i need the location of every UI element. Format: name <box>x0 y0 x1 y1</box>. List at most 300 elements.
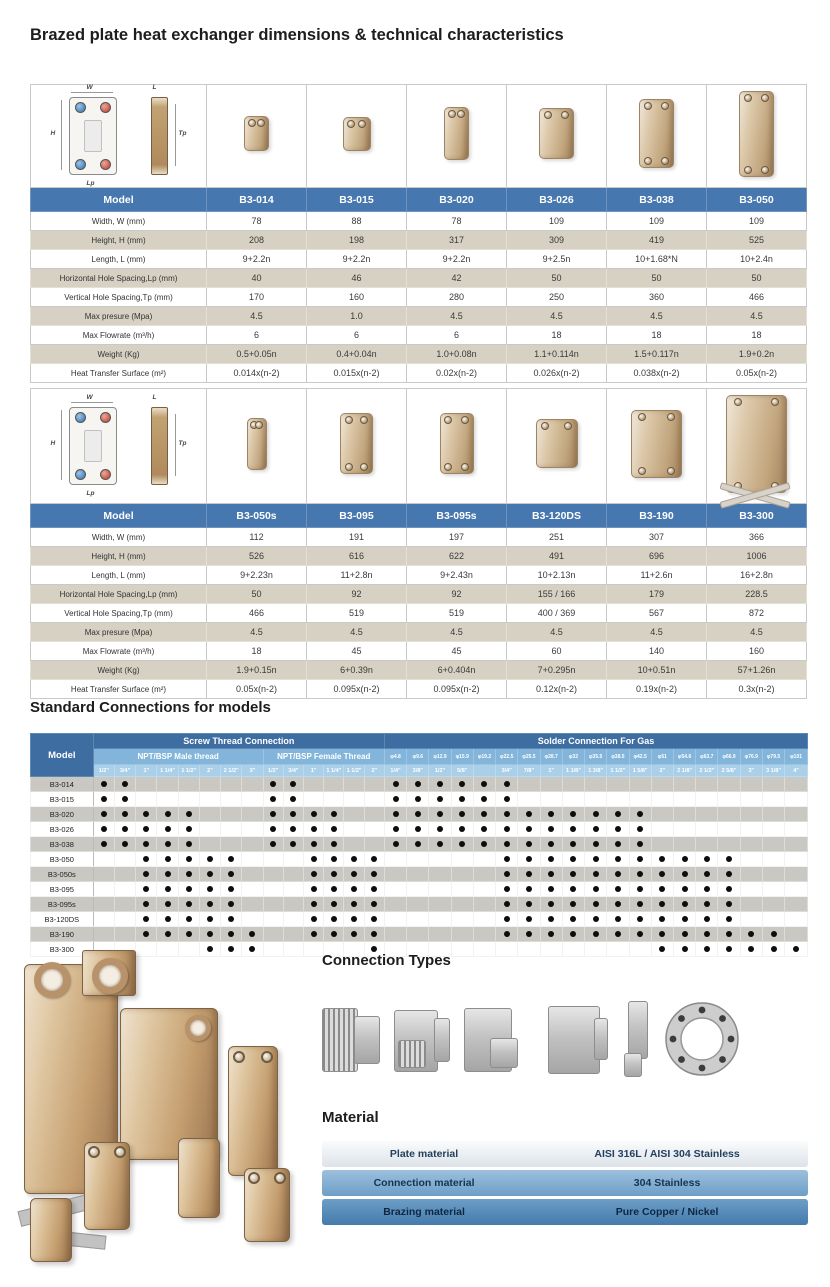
spec-value-cell: 0.5+0.05n <box>207 345 307 364</box>
spec-data-row <box>31 642 807 661</box>
spec-value-cell: 1.5+0.117n <box>607 345 707 364</box>
port-icon <box>761 166 769 174</box>
solder-cell <box>451 807 473 822</box>
connection-dot <box>548 841 554 847</box>
spec-row-label: Length, L (mm) <box>31 566 207 585</box>
spec-value-cell: 57+1.26n <box>707 661 807 680</box>
male-cell <box>114 912 135 927</box>
solder-cell <box>607 912 629 927</box>
product-image-cell <box>207 85 307 188</box>
dimension-label-lp: Lp <box>86 490 95 497</box>
male-cell <box>242 927 263 942</box>
connector-cap <box>434 1018 450 1062</box>
solder-cell <box>429 837 451 852</box>
connection-dot <box>526 871 532 877</box>
connection-dot <box>249 931 255 937</box>
spec-value-cell: 0.05x(n-2) <box>707 364 807 383</box>
female-size-header: 3/4" <box>283 765 303 777</box>
female-size-header: 1" <box>304 765 324 777</box>
solder-socket-large-icon <box>548 1004 610 1074</box>
connection-dot <box>615 871 621 877</box>
connection-dot <box>101 826 107 832</box>
solder-cell <box>785 867 808 882</box>
solder-cell <box>740 867 762 882</box>
connection-dot <box>526 856 532 862</box>
spec-data-row <box>31 547 807 566</box>
connection-dot <box>726 871 732 877</box>
port-icon <box>255 421 263 429</box>
female-cell <box>263 852 283 867</box>
solder-cell <box>562 882 584 897</box>
male-cell <box>114 822 135 837</box>
connection-dot <box>481 826 487 832</box>
spec-value-cell: 307 <box>607 528 707 547</box>
page-title: Brazed plate heat exchanger dimensions & technical characteristics <box>30 26 564 44</box>
female-cell <box>364 882 384 897</box>
connection-dot <box>351 886 357 892</box>
connection-dot <box>548 826 554 832</box>
connection-dot <box>393 796 399 802</box>
product-image-cell <box>707 389 807 504</box>
connection-dot <box>459 841 465 847</box>
solder-cell <box>651 867 673 882</box>
spec-data-row <box>31 307 807 326</box>
connection-model-label: B3-026 <box>31 822 94 837</box>
solder-cell <box>629 867 651 882</box>
connection-dot <box>371 931 377 937</box>
solder-cell <box>696 897 718 912</box>
model-column-header: Model <box>31 188 207 212</box>
male-cell <box>136 852 157 867</box>
connection-dot <box>351 856 357 862</box>
product-photo-b3-015 <box>343 117 371 151</box>
solder-cell <box>429 822 451 837</box>
female-cell <box>324 792 344 807</box>
solder-size-header: 3" <box>740 765 762 777</box>
solder-cell <box>407 882 429 897</box>
solder-cell <box>740 822 762 837</box>
spec-value-cell: 6+0.404n <box>407 661 507 680</box>
connection-dot <box>459 781 465 787</box>
female-cell <box>304 882 324 897</box>
connection-dot <box>143 901 149 907</box>
solder-cell <box>540 912 562 927</box>
port-icon <box>360 463 368 471</box>
solder-diameter-header: φ63.7 <box>696 749 718 765</box>
solder-cell <box>740 927 762 942</box>
solder-size-header: 3/8" <box>407 765 429 777</box>
female-thread-header: NPT/BSP Female Thread <box>263 749 384 765</box>
solder-cell <box>629 897 651 912</box>
solder-cell <box>673 912 695 927</box>
solder-diameter-header: φ22.5 <box>496 749 518 765</box>
spec-value-cell: 109 <box>707 212 807 231</box>
port-icon <box>744 166 752 174</box>
male-cell <box>93 792 114 807</box>
spec-value-cell: 208 <box>207 231 307 250</box>
model-name-header: B3-020 <box>407 188 507 212</box>
male-cell <box>242 867 263 882</box>
spec-value-cell: 280 <box>407 288 507 307</box>
connection-model-label: B3-095 <box>31 882 94 897</box>
connection-dot <box>682 871 688 877</box>
connection-row <box>31 777 808 792</box>
solder-cell <box>696 927 718 942</box>
model-column-header: Model <box>31 734 94 777</box>
solder-cell <box>785 927 808 942</box>
spec-value-cell: 0.4+0.04n <box>307 345 407 364</box>
solder-cell <box>629 822 651 837</box>
spec-data-row <box>31 269 807 288</box>
connection-dot <box>481 781 487 787</box>
solder-cell <box>518 807 540 822</box>
connection-dot <box>290 826 296 832</box>
spec-value-cell: 1.0+0.08n <box>407 345 507 364</box>
solder-cell <box>651 807 673 822</box>
port-icon <box>667 467 675 475</box>
spec-value-cell: 4.5 <box>407 307 507 326</box>
product-photo-b3-020 <box>444 107 469 160</box>
connection-row <box>31 867 808 882</box>
male-size-header: 3" <box>242 765 263 777</box>
port-icon <box>667 413 675 421</box>
female-cell <box>344 867 364 882</box>
solder-cell <box>762 912 784 927</box>
solder-cell <box>407 792 429 807</box>
port-icon <box>347 120 355 128</box>
connection-dot <box>481 811 487 817</box>
solder-cell <box>540 927 562 942</box>
male-cell <box>136 822 157 837</box>
connection-dot <box>504 781 510 787</box>
solder-diameter-header: φ51 <box>651 749 673 765</box>
connection-dot <box>228 871 234 877</box>
model-name-header: B3-300 <box>707 504 807 528</box>
connection-dot <box>311 841 317 847</box>
male-size-header: 1 1/2" <box>178 765 199 777</box>
male-cell <box>136 792 157 807</box>
spec-value-cell: 11+2.8n <box>307 566 407 585</box>
spec-table-2 <box>30 388 807 699</box>
spec-value-cell: 10+2.4n <box>707 250 807 269</box>
male-cell <box>242 807 263 822</box>
solder-size-header: 1/2" <box>429 765 451 777</box>
connection-dot <box>504 856 510 862</box>
female-cell <box>364 792 384 807</box>
connector-body <box>354 1016 380 1064</box>
solder-cell <box>629 837 651 852</box>
solder-cell <box>762 852 784 867</box>
male-size-header: 2 1/2" <box>221 765 242 777</box>
solder-cell <box>673 852 695 867</box>
male-cell <box>199 837 220 852</box>
solder-cell <box>473 837 495 852</box>
solder-diameter-header: φ35.5 <box>585 749 607 765</box>
connector-step <box>490 1038 518 1068</box>
connection-dot <box>415 826 421 832</box>
connection-dot <box>186 916 192 922</box>
connection-dot <box>290 796 296 802</box>
female-cell <box>344 852 364 867</box>
connection-dot <box>593 826 599 832</box>
solder-cell <box>518 777 540 792</box>
male-cell <box>93 822 114 837</box>
connection-dot <box>393 781 399 787</box>
female-cell <box>304 807 324 822</box>
solder-cell <box>607 837 629 852</box>
male-cell <box>136 867 157 882</box>
male-cell <box>136 927 157 942</box>
port-icon <box>564 422 572 430</box>
connection-dot <box>704 886 710 892</box>
male-cell <box>242 897 263 912</box>
connection-row <box>31 897 808 912</box>
connection-dot <box>526 841 532 847</box>
solder-cell <box>407 912 429 927</box>
solder-cell <box>518 822 540 837</box>
solder-cell <box>740 882 762 897</box>
connection-dot <box>415 841 421 847</box>
connection-dot <box>682 886 688 892</box>
connection-row <box>31 882 808 897</box>
connection-dot <box>704 916 710 922</box>
spec-value-cell: 4.5 <box>707 623 807 642</box>
connection-row <box>31 912 808 927</box>
connection-dot <box>637 811 643 817</box>
connection-dot <box>290 841 296 847</box>
dimension-label-l: L <box>152 84 157 91</box>
connection-dot <box>331 886 337 892</box>
spec-value-cell: 92 <box>407 585 507 604</box>
connection-dot <box>165 916 171 922</box>
male-cell <box>114 837 135 852</box>
female-cell <box>344 912 364 927</box>
connection-dot <box>311 901 317 907</box>
male-cell <box>114 792 135 807</box>
female-cell <box>364 867 384 882</box>
solder-cell <box>473 927 495 942</box>
solder-cell <box>651 912 673 927</box>
connection-dot <box>331 931 337 937</box>
male-cell <box>93 867 114 882</box>
solder-cell <box>785 837 808 852</box>
spec-value-cell: 45 <box>307 642 407 661</box>
solder-cell <box>673 927 695 942</box>
port-icon <box>444 463 452 471</box>
connection-dot <box>165 901 171 907</box>
model-name-header: B3-015 <box>307 188 407 212</box>
solder-cell <box>429 807 451 822</box>
male-size-header: 1" <box>136 765 157 777</box>
material-label: Brazing material <box>322 1199 526 1225</box>
spec-value-cell: 6 <box>207 326 307 345</box>
connection-dot <box>101 796 107 802</box>
connection-dot <box>481 796 487 802</box>
male-cell <box>114 897 135 912</box>
material-value: AISI 316L / AISI 304 Stainless <box>526 1141 808 1167</box>
product-image-cell <box>307 389 407 504</box>
solder-size-header: 2 1/2" <box>696 765 718 777</box>
right-column <box>322 952 808 1228</box>
material-value: 304 Stainless <box>526 1170 808 1196</box>
connection-dot <box>570 931 576 937</box>
female-cell <box>344 927 364 942</box>
solder-cell <box>562 852 584 867</box>
port-icon <box>248 119 256 127</box>
w-dimension-line <box>71 402 113 403</box>
spec-data-row <box>31 288 807 307</box>
solder-cell <box>585 912 607 927</box>
female-cell <box>283 837 303 852</box>
solder-cell <box>696 882 718 897</box>
solder-cell <box>740 792 762 807</box>
diagram-cell <box>31 389 207 504</box>
solder-cell <box>384 897 406 912</box>
connection-dot <box>726 916 732 922</box>
connection-dot <box>122 781 128 787</box>
material-row <box>322 1141 808 1167</box>
connection-dot <box>771 931 777 937</box>
female-cell <box>283 822 303 837</box>
connection-dot <box>290 781 296 787</box>
connection-dot <box>459 826 465 832</box>
port-icon <box>448 110 456 118</box>
dimension-label-h: H <box>50 130 56 137</box>
solder-cell <box>696 837 718 852</box>
port-icon <box>248 1172 260 1184</box>
connection-dot <box>593 841 599 847</box>
connection-dot <box>726 886 732 892</box>
connection-dot <box>548 901 554 907</box>
connection-dot <box>311 886 317 892</box>
port-icon <box>638 413 646 421</box>
male-cell <box>242 777 263 792</box>
solder-cell <box>473 897 495 912</box>
material-row <box>322 1170 808 1196</box>
connection-type-icons <box>322 991 808 1087</box>
spec-value-cell: 170 <box>207 288 307 307</box>
solder-cell <box>762 927 784 942</box>
spec-value-cell: 1.0 <box>307 307 407 326</box>
connection-dot <box>207 916 213 922</box>
connection-dot <box>165 931 171 937</box>
solder-cell <box>473 807 495 822</box>
solder-cell <box>429 792 451 807</box>
connection-model-label: B3-190 <box>31 927 94 942</box>
solder-cell <box>585 927 607 942</box>
connection-dot <box>311 826 317 832</box>
solder-cell <box>696 852 718 867</box>
spec-value-cell: 4.5 <box>407 623 507 642</box>
connection-dot <box>682 931 688 937</box>
spec-data-row <box>31 623 807 642</box>
solder-cell <box>518 897 540 912</box>
male-cell <box>221 852 242 867</box>
solder-cell <box>696 867 718 882</box>
male-cell <box>136 897 157 912</box>
port-icon <box>345 463 353 471</box>
spec-table-1 <box>30 84 807 383</box>
heat-exchanger-photo <box>228 1046 278 1176</box>
material-heading: Material <box>322 1109 379 1126</box>
solder-cell <box>607 822 629 837</box>
flange-connector-icon <box>664 1001 740 1077</box>
solder-cell <box>607 882 629 897</box>
model-name-header: B3-038 <box>607 188 707 212</box>
port-red-icon <box>100 469 111 480</box>
port-icon <box>88 1146 100 1158</box>
male-size-header: 3/4" <box>114 765 135 777</box>
male-cell <box>242 852 263 867</box>
conn-header-row-1 <box>31 734 808 749</box>
connection-model-label: B3-095s <box>31 897 94 912</box>
spec-row-label: Width, W (mm) <box>31 528 207 547</box>
solder-cell <box>585 882 607 897</box>
male-cell <box>199 852 220 867</box>
solder-cell <box>540 882 562 897</box>
connection-dot <box>351 931 357 937</box>
female-cell <box>304 852 324 867</box>
connection-row <box>31 852 808 867</box>
spec-data-row <box>31 212 807 231</box>
solder-cell <box>718 852 740 867</box>
spec-value-cell: 526 <box>207 547 307 566</box>
male-cell <box>221 882 242 897</box>
male-cell <box>242 912 263 927</box>
female-cell <box>364 837 384 852</box>
female-cell <box>304 912 324 927</box>
connection-dot <box>504 871 510 877</box>
solder-cell <box>696 777 718 792</box>
spec-image-row <box>31 85 807 188</box>
connection-dot <box>165 856 171 862</box>
model-name-header: B3-014 <box>207 188 307 212</box>
spec-data-row <box>31 364 807 383</box>
solder-cell <box>585 837 607 852</box>
connection-dot <box>593 871 599 877</box>
male-cell <box>199 897 220 912</box>
spec-value-cell: 1.9+0.2n <box>707 345 807 364</box>
product-photo-b3-095s <box>440 413 474 474</box>
solder-cell <box>607 897 629 912</box>
spec-row-label: Weight (Kg) <box>31 661 207 680</box>
dimension-label-lp: Lp <box>86 180 95 187</box>
connection-dot <box>165 841 171 847</box>
female-cell <box>364 927 384 942</box>
spec-value-cell: 140 <box>607 642 707 661</box>
spec-value-cell: 4.5 <box>207 307 307 326</box>
heat-exchanger-photo <box>84 1142 130 1230</box>
connection-dot <box>101 811 107 817</box>
connection-dot <box>593 916 599 922</box>
connection-dot <box>570 811 576 817</box>
connection-dot <box>504 916 510 922</box>
solder-cell <box>673 792 695 807</box>
solder-cell <box>407 867 429 882</box>
connection-dot <box>548 886 554 892</box>
solder-cell <box>740 897 762 912</box>
female-cell <box>263 777 283 792</box>
female-size-header: 2" <box>364 765 384 777</box>
solder-cell <box>718 792 740 807</box>
solder-cell <box>718 897 740 912</box>
male-thread-connector-icon <box>322 1006 380 1072</box>
solder-cell <box>629 927 651 942</box>
spec-value-cell: 0.014x(n-2) <box>207 364 307 383</box>
connection-dot <box>570 856 576 862</box>
solder-cell <box>496 792 518 807</box>
connection-dot <box>615 841 621 847</box>
